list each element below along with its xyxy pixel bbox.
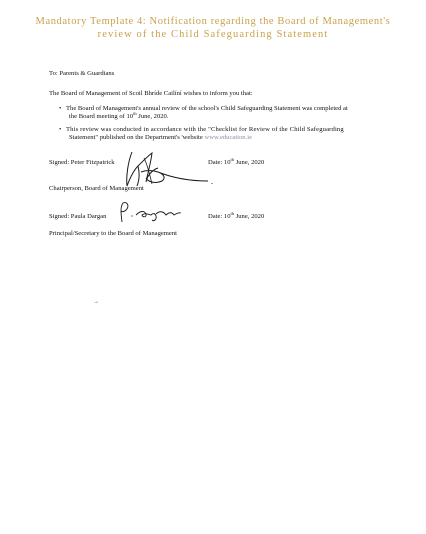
bullet-2-line-1: This review was conducted in accordance with the "Checklist for Review of the Child Safeguarding	[66, 126, 344, 133]
bullet-dot-icon: •	[59, 126, 62, 133]
stray-mark: →	[93, 299, 99, 305]
signed-peter-label: Signed: Peter Fitzpatrick	[49, 159, 115, 166]
bullet-item-2	[59, 126, 396, 142]
website-link[interactable]: www.education.ie	[204, 134, 252, 142]
bullet-1-line-1: The Board of Management's annual review of the school's Child Safeguarding Statement was completed at	[66, 105, 348, 112]
bullet-1-line-2: the Board meeting of 10th June, 2020.	[69, 111, 169, 121]
signature-dash: -	[211, 180, 214, 187]
to-line: To: Parents & Guardians	[49, 70, 115, 77]
bullet-2-line-2: Statement" published on the Department's 'website www.education.ie	[69, 134, 252, 142]
intro-paragraph: The Board of Management of Scoil Bhríde Cailíní wishes to inform you that:	[49, 90, 253, 97]
date-1: Date: 10th June, 2020	[208, 156, 265, 166]
document-title	[0, 15, 426, 41]
chairperson-role: Chairperson, Board of Management	[49, 185, 144, 192]
bullet-dot-icon: •	[59, 105, 62, 112]
title-line-1: Mandatory Template 4: Notification regarding the Board of Management's	[35, 16, 391, 27]
date-2: Date: 10th June, 2020	[208, 210, 265, 220]
title-line-2: review of the Child Safeguarding Statement	[97, 29, 329, 40]
bullet-item-1	[59, 105, 396, 121]
principal-role: Principal/Secretary to the Board of Management	[49, 230, 177, 237]
signature-paula-image	[114, 200, 194, 226]
signed-paula-label: Signed: Paula Dargan	[49, 213, 107, 220]
